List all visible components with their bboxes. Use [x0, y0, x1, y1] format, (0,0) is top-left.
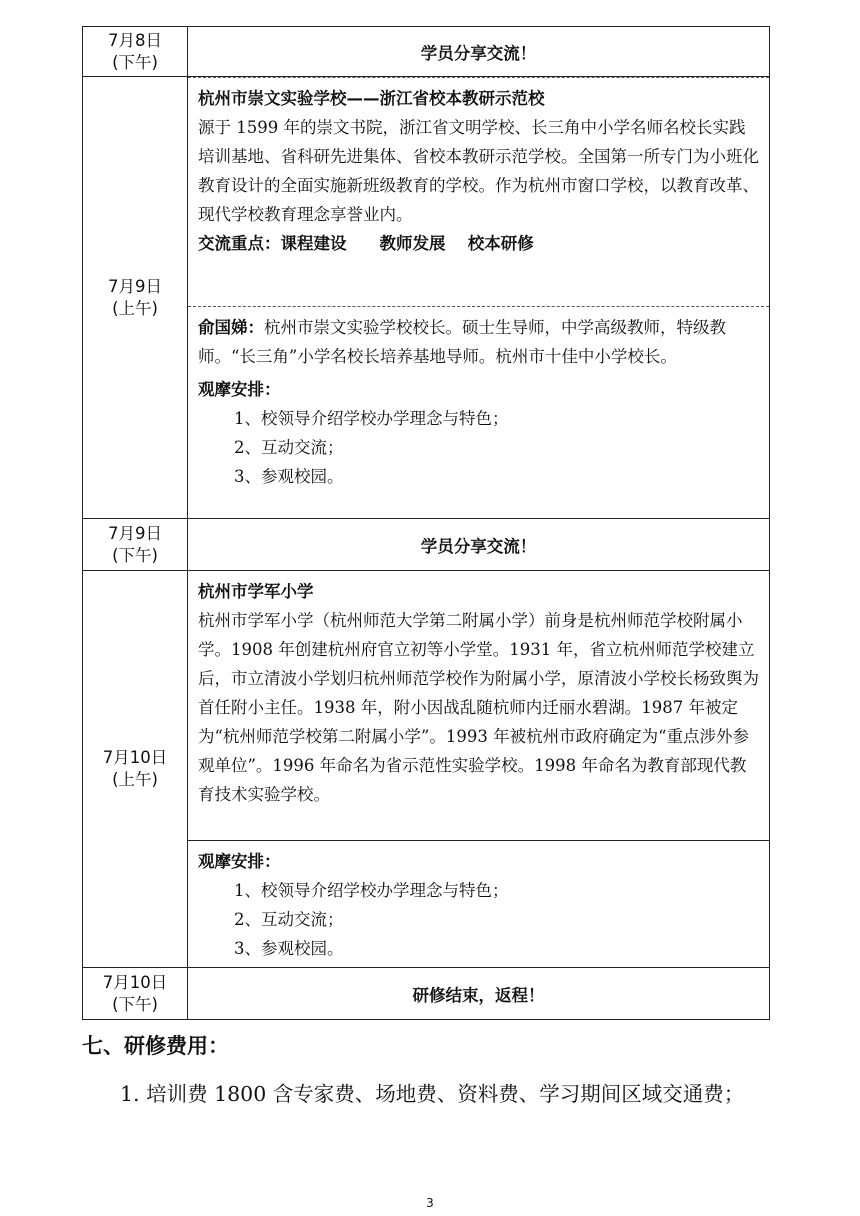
date-cell [83, 968, 188, 1020]
school-intro-block [188, 77, 769, 307]
school-intro: 源于 1599 年的崇文书院，浙江省文明学校、长三角中小学名师名校长实践培训基地、省科研先进集体、省校本教研示范学校。全国第一所专门为小班化教育设计的全面实施新班级教育的学校。作为杭州市窗口学校，以教育改革、现代学校教育理念享誉业内。 [198, 118, 759, 224]
arrange-label: 观摩安排： [198, 380, 281, 399]
date-part: (下午) [112, 994, 158, 1014]
page-number: 3 [426, 1196, 434, 1210]
date-part: (下午) [112, 545, 158, 565]
school-title: 杭州市崇文实验学校——浙江省校本教研示范校 [198, 89, 545, 108]
arrange-item: 3、参观校园。 [234, 467, 344, 486]
person-desc: 杭州市崇文实验学校校长。硕士生导师，中学高级教师，特级教师。“长三角”小学名校长培养基地导师。杭州市十佳中小学校长。 [198, 318, 726, 366]
section-heading: 七、研修费用： [82, 1034, 229, 1058]
table-row [83, 519, 770, 571]
person-name: 俞国娣： [198, 318, 264, 337]
arrange-item: 2、互动交流； [234, 438, 344, 457]
principal-block [188, 307, 769, 495]
arrange-item: 3、参观校园。 [234, 939, 344, 958]
date-cell [83, 77, 188, 519]
activity-cell [188, 841, 770, 968]
date-text: 7月9日 [108, 276, 162, 296]
table-row [83, 27, 770, 77]
table-row [83, 77, 770, 519]
table-row [83, 968, 770, 1020]
date-cell [83, 27, 188, 77]
activity-cell: 研修结束，返程！ [188, 968, 770, 1020]
school-intro: 杭州市学军小学（杭州师范大学第二附属小学）前身是杭州师范学校附属小学。1908 年创建杭州府官立初等小学堂。1931 年，省立杭州师范学校建立后，市立清波小学划归杭州师范学校作为附属小学，原清波小学校长杨致舆为首任附小主任。1938 年，附小因战乱随杭师内迁丽水碧湖。1987 年被定为“杭州师范学校第二附属小学”。1993 年被杭州市政府确定为“重点涉外参观单位”。1996 年命名为省示范性实验学校。1998 年命名为教育部现代教育技术实验学校。 [198, 611, 759, 804]
fee-paragraph: 1. 培训费 1800 含专家费、场地费、资料费、学习期间区域交通费； [120, 1082, 745, 1106]
date-cell [83, 571, 188, 968]
arrange-label: 观摩安排： [198, 852, 281, 871]
table-row [83, 571, 770, 841]
date-part: (上午) [112, 298, 158, 318]
activity-cell [188, 571, 770, 841]
school-title: 杭州市学军小学 [198, 582, 314, 601]
activity-cell [188, 77, 770, 519]
date-cell [83, 519, 188, 571]
date-part: (上午) [112, 770, 158, 789]
arrange-block [188, 841, 769, 967]
arrange-item: 2、互动交流； [234, 910, 344, 929]
date-part: (下午) [112, 52, 158, 72]
focus-line: 交流重点：课程建设 教师发展 校本研修 [198, 234, 534, 253]
school-intro-block [188, 571, 769, 813]
activity-cell: 学员分享交流！ [188, 519, 770, 571]
activity-cell: 学员分享交流！ [188, 27, 770, 77]
arrange-item: 1、校领导介绍学校办学理念与特色； [234, 881, 509, 900]
date-text: 7月10日 [102, 972, 168, 992]
date-text: 7月8日 [108, 30, 162, 50]
date-text: 7月9日 [108, 523, 162, 543]
arrange-item: 1、校领导介绍学校办学理念与特色； [234, 409, 509, 428]
schedule-table [82, 26, 770, 1020]
date-text: 7月10日 [102, 748, 168, 767]
